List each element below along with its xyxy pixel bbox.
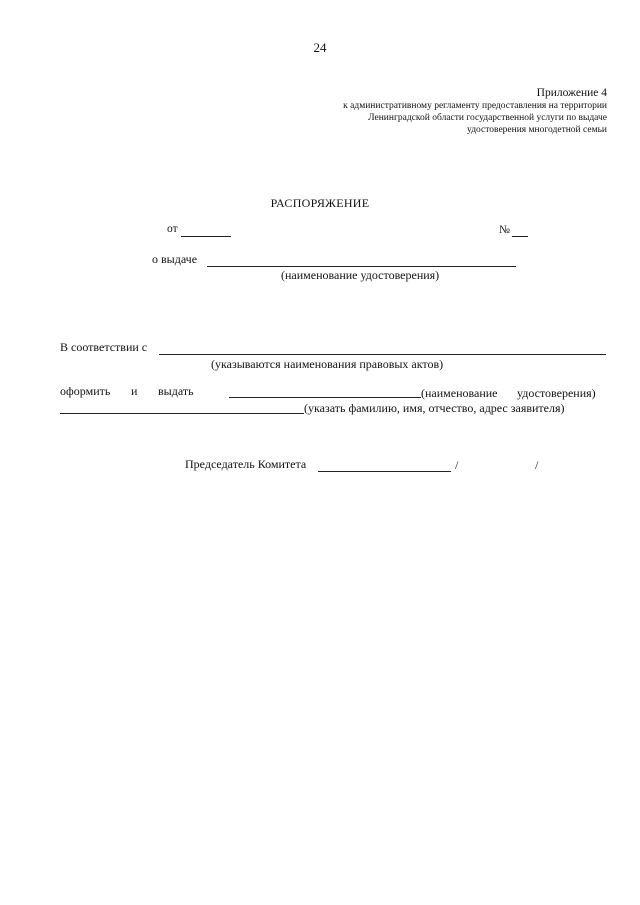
signature-label: Председатель Комитета xyxy=(185,457,307,471)
certificate-caption-2: удостоверения) xyxy=(517,386,596,400)
appendix-line: Ленинградской области государственной услуги по выдаче xyxy=(368,113,607,123)
subject-caption: (наименование удостоверения) xyxy=(281,268,440,282)
certificate-caption-1: (наименование xyxy=(421,386,498,400)
subject-blank-line xyxy=(207,266,516,267)
basis-label: В соответствии с xyxy=(60,340,148,354)
order-word-2: и xyxy=(131,384,138,398)
number-blank-line xyxy=(512,236,528,237)
date-blank-line xyxy=(181,236,231,237)
order-word-1: оформить xyxy=(60,384,111,398)
certificate-blank-line xyxy=(229,397,421,398)
appendix-title: Приложение 4 xyxy=(536,87,607,99)
applicant-blank-line xyxy=(60,413,304,414)
signature-slash-1: / xyxy=(455,458,459,472)
basis-caption: (указываются наименования правовых актов) xyxy=(211,357,444,371)
date-label: от xyxy=(167,223,178,235)
basis-blank-line xyxy=(159,354,606,355)
number-label: № xyxy=(499,224,510,236)
applicant-caption: (указать фамилию, имя, отчество, адрес заявителя) xyxy=(304,401,565,415)
document-title: РАСПОРЯЖЕНИЕ xyxy=(270,196,370,210)
signature-slash-2: / xyxy=(535,458,539,472)
subject-label: о выдаче xyxy=(152,252,198,266)
appendix-line: удостоверения многодетной семьи xyxy=(467,125,607,135)
page-number: 24 xyxy=(313,40,327,55)
order-word-3: выдать xyxy=(158,384,194,398)
appendix-line: к административному регламенту предоставления на территории xyxy=(343,101,607,111)
signature-blank-line xyxy=(318,471,451,472)
appendix-header xyxy=(343,86,607,136)
